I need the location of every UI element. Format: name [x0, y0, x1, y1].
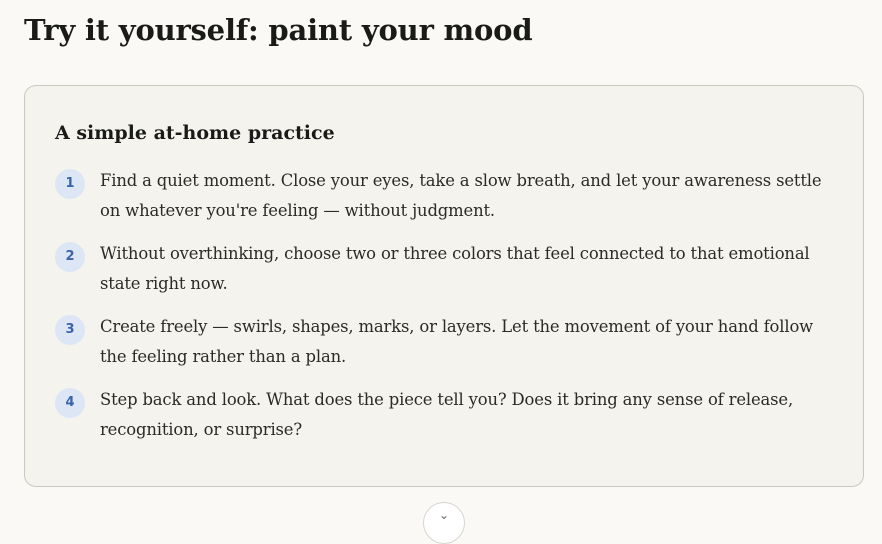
step-text: Without overthinking, choose two or three colors that feel connected to that emotional state right now.	[100, 244, 810, 293]
step-item	[55, 312, 835, 385]
step-number-badge: 3	[55, 315, 85, 345]
scroll-down-button[interactable]	[423, 502, 465, 544]
steps-list	[55, 166, 835, 458]
chevron-down-icon: ⌄	[438, 508, 450, 522]
step-item	[55, 166, 835, 239]
step-number-badge: 4	[55, 388, 85, 418]
step-text: Step back and look. What does the piece tell you? Does it bring any sense of release, recognition, or surprise?	[100, 390, 794, 439]
step-text: Find a quiet moment. Close your eyes, take a slow breath, and let your awareness settle on whatever you're feeling — without judgment.	[100, 171, 822, 220]
page-title: Try it yourself: paint your mood	[24, 13, 533, 47]
card-title: A simple at-home practice	[55, 122, 335, 144]
practice-card	[24, 85, 864, 487]
step-number-badge: 1	[55, 169, 85, 199]
step-item	[55, 385, 835, 458]
step-text: Create freely — swirls, shapes, marks, or layers. Let the movement of your hand follow the feeling rather than a plan.	[100, 317, 814, 366]
step-item	[55, 239, 835, 312]
step-number-badge: 2	[55, 242, 85, 272]
